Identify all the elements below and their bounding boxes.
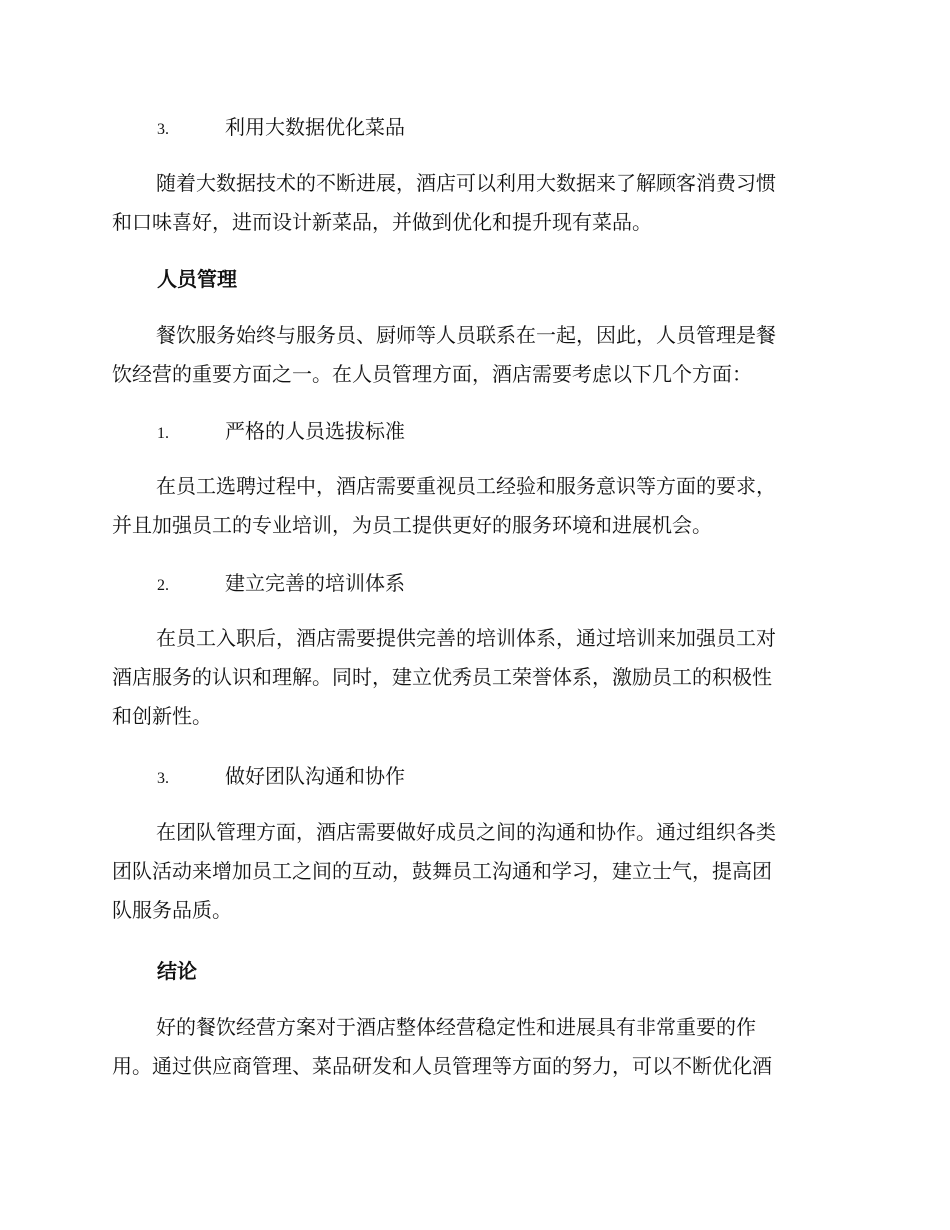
paragraph-line: 随着大数据技术的不断进展，酒店可以利用大数据来了解顾客消费习惯 (156, 171, 776, 195)
paragraph-line: 和口味喜好，进而设计新菜品，并做到优化和提升现有菜品。 (112, 210, 652, 234)
list-number: 3. (157, 121, 169, 138)
section-heading-conclusion: 结论 (157, 959, 197, 983)
list-item-teamwork (157, 757, 405, 798)
paragraph-line: 用。通过供应商管理、菜品研发和人员管理等方面的努力，可以不断优化酒 (112, 1054, 772, 1078)
paragraph-personnel-intro (112, 316, 832, 394)
paragraph-training (112, 619, 832, 736)
list-item-text: 利用大数据优化菜品 (225, 115, 405, 139)
paragraph-line: 和创新性。 (112, 704, 212, 728)
list-item-text: 建立完善的培训体系 (225, 571, 405, 595)
paragraph-line: 酒店服务的认识和理解。同时，建立优秀员工荣誉体系，激励员工的积极性 (112, 665, 772, 689)
list-item-selection (157, 412, 405, 453)
paragraph-line: 团队活动来增加员工之间的互动，鼓舞员工沟通和学习，建立士气，提高团 (112, 859, 772, 883)
list-number: 3. (157, 770, 169, 787)
list-item-training (157, 564, 405, 605)
paragraph-line: 在团队管理方面，酒店需要做好成员之间的沟通和协作。通过组织各类 (156, 820, 776, 844)
list-number: 2. (157, 577, 169, 594)
paragraph-line: 并且加强员工的专业培训，为员工提供更好的服务环境和进展机会。 (112, 513, 712, 537)
list-item-big-data (157, 108, 405, 149)
paragraph-teamwork (112, 813, 832, 930)
paragraph-conclusion (112, 1008, 832, 1086)
paragraph-big-data (112, 164, 832, 242)
section-heading-personnel: 人员管理 (157, 267, 237, 291)
paragraph-line: 好的餐饮经营方案对于酒店整体经营稳定性和进展具有非常重要的作 (156, 1015, 756, 1039)
paragraph-line: 队服务品质。 (112, 898, 232, 922)
list-item-text: 做好团队沟通和协作 (225, 764, 405, 788)
paragraph-line: 饮经营的重要方面之一。在人员管理方面，酒店需要考虑以下几个方面： (112, 362, 752, 386)
paragraph-line: 在员工选聘过程中，酒店需要重视员工经验和服务意识等方面的要求， (156, 474, 776, 498)
paragraph-line: 餐饮服务始终与服务员、厨师等人员联系在一起，因此，人员管理是餐 (156, 323, 776, 347)
list-item-text: 严格的人员选拔标准 (225, 419, 405, 443)
paragraph-line: 在员工入职后，酒店需要提供完善的培训体系，通过培训来加强员工对 (156, 626, 776, 650)
paragraph-selection (112, 467, 832, 545)
list-number: 1. (157, 425, 169, 442)
